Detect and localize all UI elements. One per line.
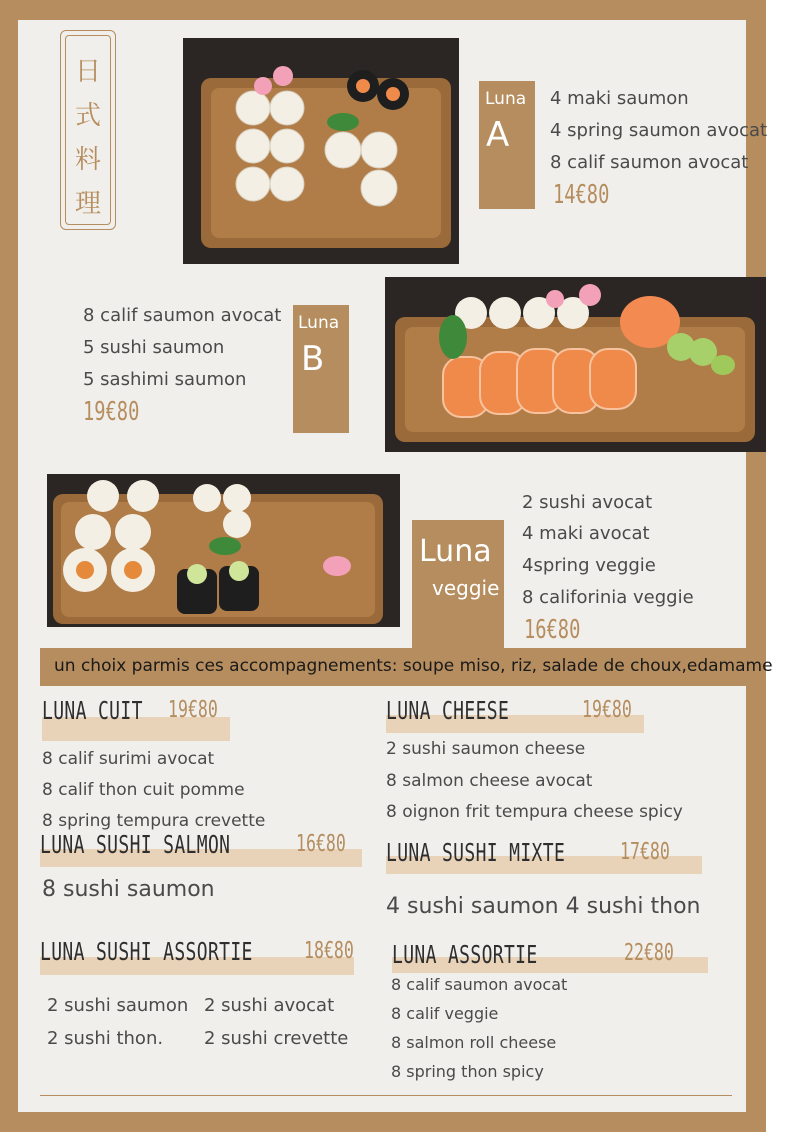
luna-cheese-title: LUNA CHEESE bbox=[386, 696, 510, 725]
kanji-char: 料 bbox=[74, 145, 101, 175]
luna-cuit-title: LUNA CUIT bbox=[42, 696, 143, 725]
luna-a-tag bbox=[479, 81, 535, 209]
luna-veggie-item: 2 sushi avocat bbox=[522, 492, 653, 513]
sides-note: un choix parmis ces accompagnements: soupe miso, riz, salade de choux,edamame bbox=[54, 656, 773, 676]
kanji-cartouche bbox=[60, 30, 116, 230]
luna-assortie-title: LUNA ASSORTIE bbox=[392, 940, 538, 969]
luna-cheese-price: 19€80 bbox=[582, 697, 632, 723]
luna-sushi-assortie-item: 2 sushi saumon bbox=[47, 995, 189, 1016]
luna-sushi-salmon-item: 8 sushi saumon bbox=[42, 877, 215, 902]
luna-a-item: 8 calif saumon avocat bbox=[550, 152, 749, 173]
kanji-char: 理 bbox=[74, 189, 101, 219]
luna-sushi-assortie-item: 2 sushi avocat bbox=[204, 995, 335, 1016]
luna-veggie-item: 4 maki avocat bbox=[522, 523, 650, 544]
kanji-char: 式 bbox=[74, 101, 101, 131]
luna-sushi-assortie-item: 2 sushi thon. bbox=[47, 1028, 164, 1049]
luna-sushi-mixte-price: 17€80 bbox=[620, 839, 670, 865]
luna-b-item: 8 calif saumon avocat bbox=[83, 305, 282, 326]
luna-veggie-item: 4spring veggie bbox=[522, 555, 656, 576]
bottom-divider bbox=[40, 1095, 732, 1096]
luna-b-price: 19€80 bbox=[83, 397, 140, 427]
luna-assortie-item: 8 salmon roll cheese bbox=[391, 1033, 557, 1052]
luna-veggie-tag-label: Luna bbox=[419, 534, 492, 569]
luna-b-item: 5 sashimi saumon bbox=[83, 369, 247, 390]
luna-cheese-item: 8 oignon frit tempura cheese spicy bbox=[386, 802, 683, 822]
luna-veggie-tag-sub: veggie bbox=[432, 576, 500, 600]
sides-note-band bbox=[40, 648, 773, 686]
luna-cheese-item: 8 salmon cheese avocat bbox=[386, 771, 593, 791]
luna-veggie-tag bbox=[412, 520, 504, 648]
luna-veggie-price: 16€80 bbox=[524, 615, 581, 645]
luna-sushi-assortie-title: LUNA SUSHI ASSORTIE bbox=[40, 937, 253, 966]
luna-assortie-item: 8 calif veggie bbox=[391, 1004, 499, 1023]
luna-veggie-item: 8 califorinia veggie bbox=[522, 587, 694, 608]
luna-b-tag bbox=[293, 305, 349, 433]
luna-sushi-assortie-price: 18€80 bbox=[304, 938, 354, 964]
luna-cuit-item: 8 calif surimi avocat bbox=[42, 749, 215, 769]
luna-a-item: 4 spring saumon avocat bbox=[550, 120, 768, 141]
luna-sushi-mixte-item: 4 sushi saumon 4 sushi thon bbox=[386, 894, 701, 919]
luna-assortie-price: 22€80 bbox=[624, 940, 674, 966]
luna-assortie-item: 8 spring thon spicy bbox=[391, 1062, 544, 1081]
luna-b-photo bbox=[385, 277, 766, 452]
luna-cheese-item: 2 sushi saumon cheese bbox=[386, 739, 586, 759]
luna-a-item: 4 maki saumon bbox=[550, 88, 689, 109]
luna-sushi-assortie-item: 2 sushi crevette bbox=[204, 1028, 349, 1049]
luna-cuit-item: 8 calif thon cuit pomme bbox=[42, 780, 245, 800]
luna-sushi-mixte-title: LUNA SUSHI MIXTE bbox=[386, 838, 566, 867]
luna-assortie-item: 8 calif saumon avocat bbox=[391, 975, 568, 994]
luna-b-item: 5 sushi saumon bbox=[83, 337, 225, 358]
kanji-char: 日 bbox=[74, 57, 101, 87]
right-margin bbox=[766, 0, 800, 1132]
luna-veggie-photo bbox=[47, 474, 400, 627]
luna-sushi-salmon-title: LUNA SUSHI SALMON bbox=[40, 830, 231, 859]
luna-cuit-item: 8 spring tempura crevette bbox=[42, 811, 266, 831]
luna-a-price: 14€80 bbox=[553, 180, 610, 210]
luna-cuit-price: 19€80 bbox=[168, 697, 218, 723]
luna-sushi-salmon-price: 16€80 bbox=[296, 831, 346, 857]
luna-a-tag-letter: A bbox=[486, 115, 510, 155]
luna-b-tag-letter: B bbox=[301, 339, 325, 379]
luna-a-photo bbox=[183, 38, 459, 264]
luna-a-tag-label: Luna bbox=[485, 89, 527, 109]
luna-b-tag-label: Luna bbox=[298, 313, 340, 333]
